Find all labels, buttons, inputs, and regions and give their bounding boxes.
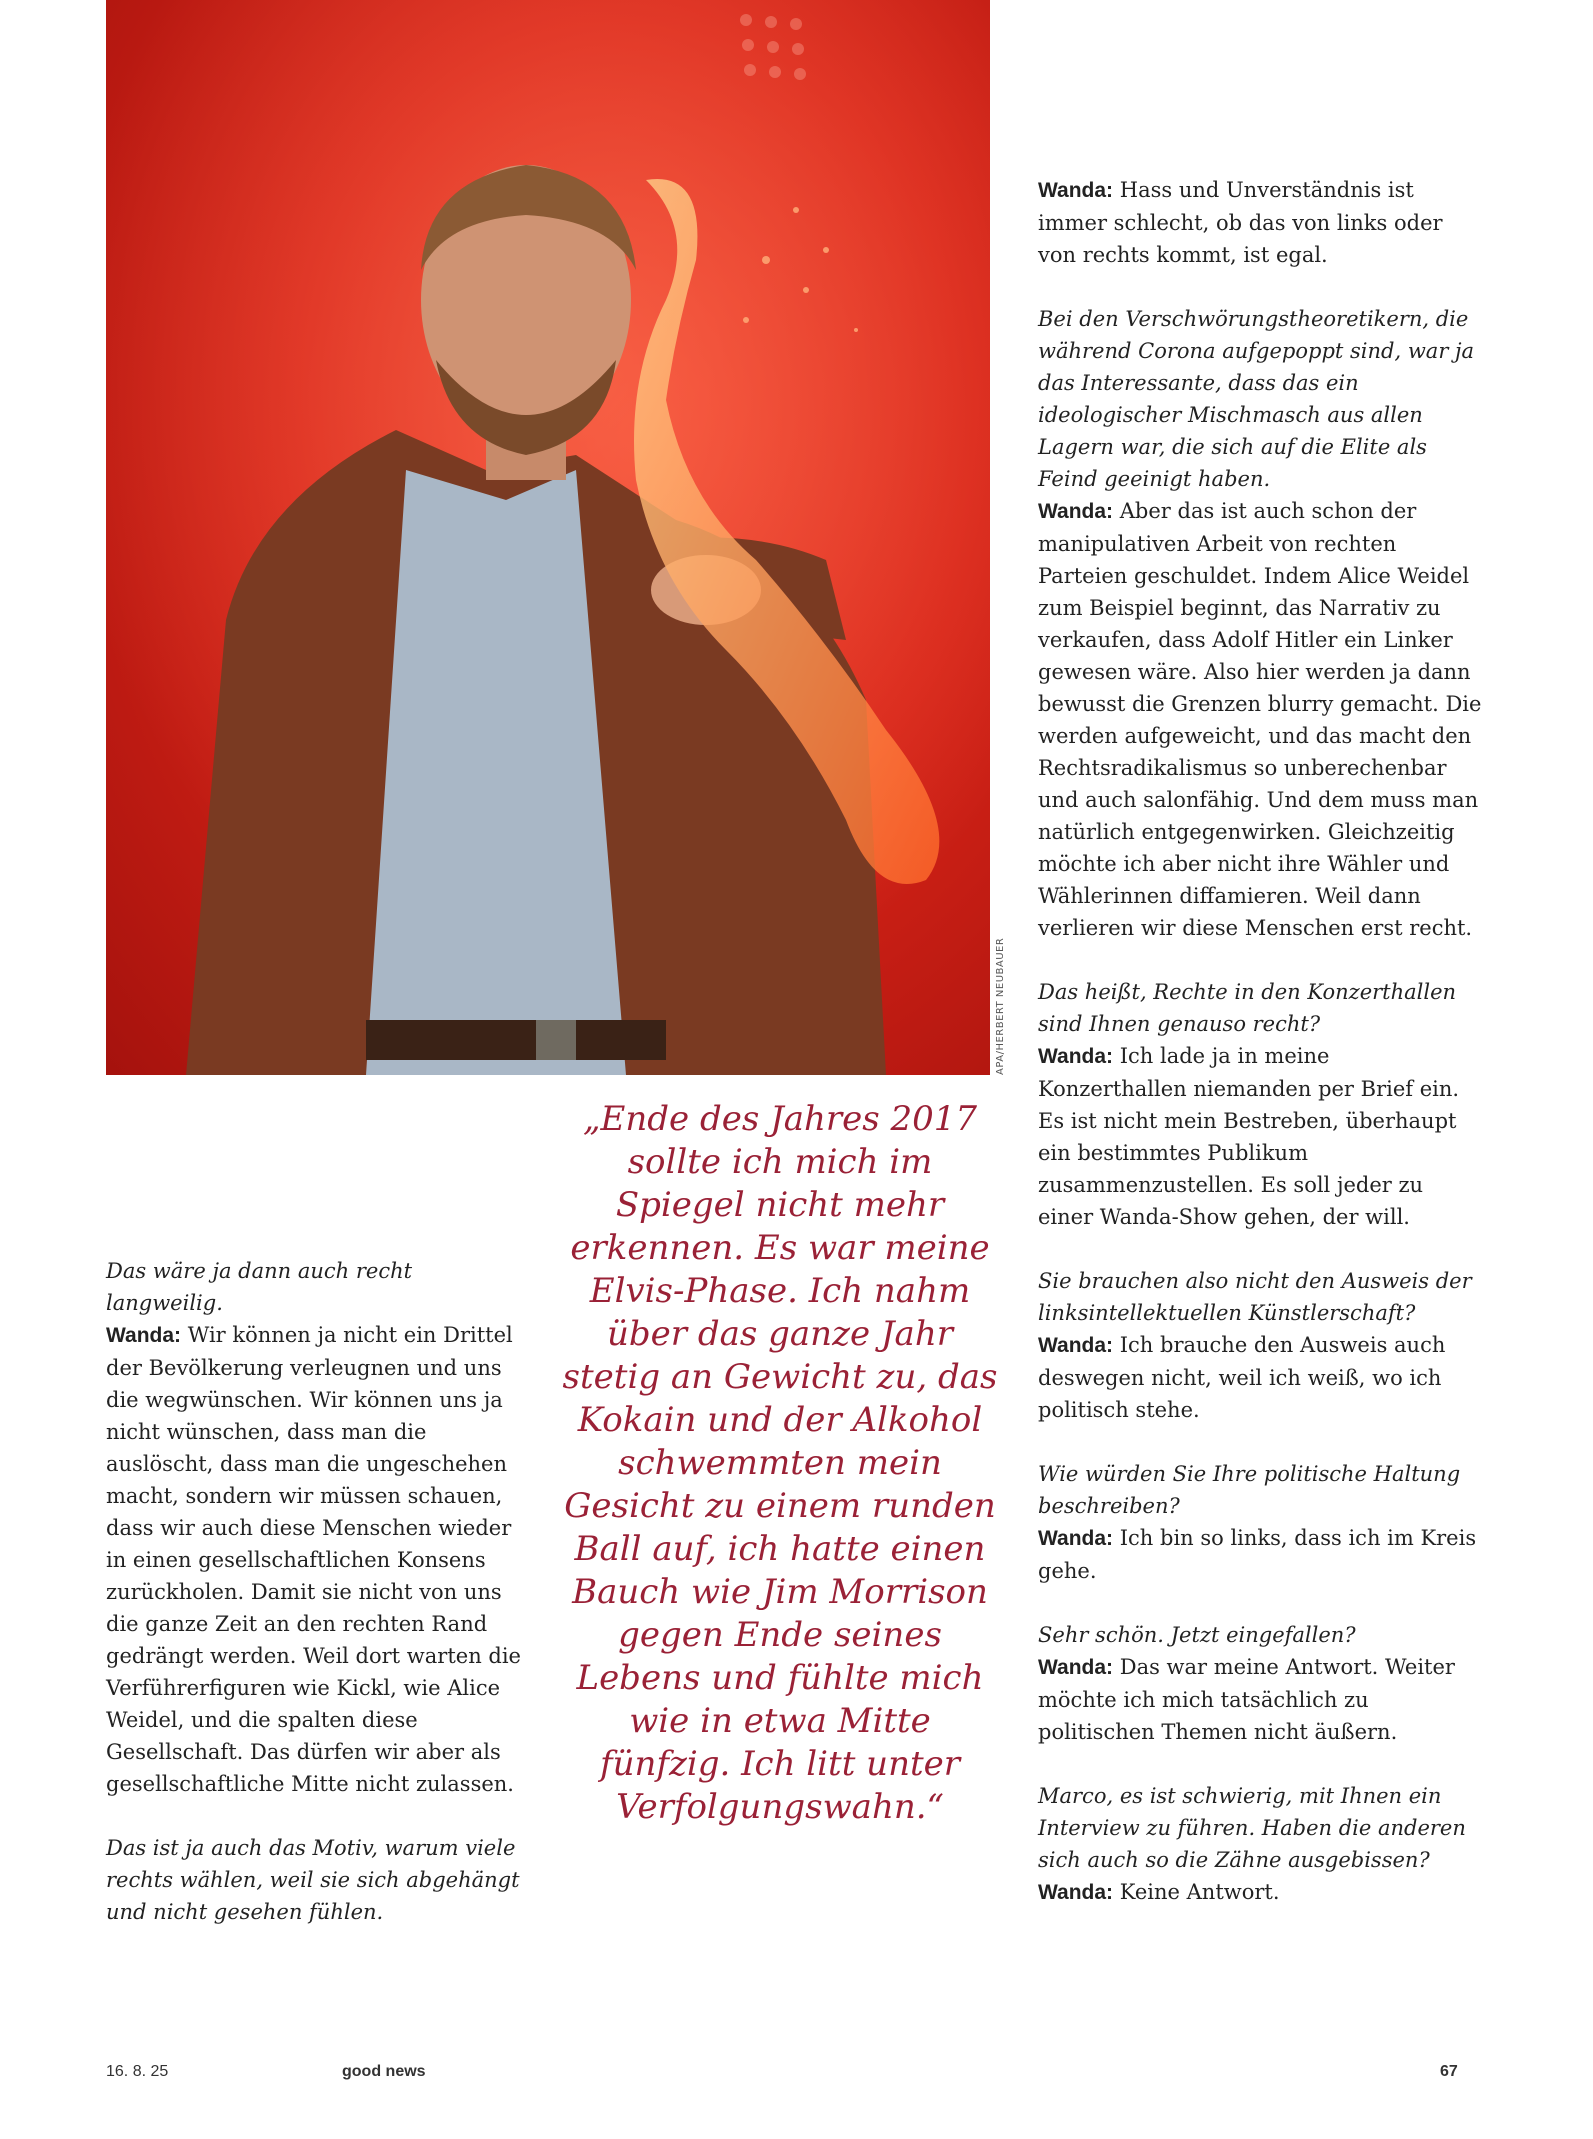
- answer-text: Ich brauche den Ausweis auch deswegen nicht, weil ich weiß, wo ich politisch stehe.: [1038, 1333, 1446, 1422]
- left-column: [106, 1255, 526, 1960]
- answer-text: Das war meine Antwort. Weiter möchte ich mich tatsächlich zu politischen Themen nicht äußern.: [1038, 1655, 1455, 1744]
- answer: [106, 1319, 526, 1800]
- speaker-label: Wanda:: [1038, 1527, 1114, 1550]
- speaker-label: Wanda:: [1038, 1334, 1114, 1357]
- answer: [1038, 1040, 1483, 1233]
- question: Das ist ja auch das Motiv, warum viele rechts wählen, weil sie sich abgehängt und nicht gesehen fühlen.: [106, 1836, 520, 1924]
- answer: [1038, 1876, 1483, 1909]
- answer-text: Keine Antwort.: [1119, 1880, 1280, 1904]
- question: Bei den Verschwörungstheoretikern, die während Corona aufgepoppt sind, war ja das Interessante, dass das ein ideologischer Mischmasch aus allen Lagern war, die sich auf die Elite als Feind geeinigt haben.: [1038, 307, 1475, 491]
- answer: [1038, 1651, 1483, 1748]
- answer: [1038, 1522, 1483, 1587]
- question: Das wäre ja dann auch recht langweilig.: [106, 1259, 413, 1315]
- question: Marco, es ist schwierig, mit Ihnen ein Interview zu führen. Haben die anderen sich auch so die Zähne ausgebissen?: [1038, 1784, 1466, 1872]
- answer: [1038, 495, 1483, 944]
- answer: [1038, 174, 1483, 271]
- singer-illustration: [106, 0, 990, 1075]
- magazine-name: good news: [342, 2063, 426, 2080]
- speaker-label: Wanda:: [1038, 1045, 1114, 1068]
- photo-credit: APA/HERBERT NEUBAUER: [995, 937, 1006, 1075]
- speaker-label: Wanda:: [1038, 500, 1114, 523]
- question: Das heißt, Rechte in den Konzerthallen sind Ihnen genauso recht?: [1038, 980, 1457, 1036]
- answer-text: Wir können ja nicht ein Drittel der Bevölkerung verleugnen und uns die wegwünschen. Wir können uns ja nicht wünschen, dass man die auslöscht, dass man die ungeschehen macht, sondern wir müssen schauen, dass wir auch diese Menschen wieder in einen gesellschaftlichen Konsens zurückholen. Damit sie nicht von uns die ganze Zeit an den rechten Rand gedrängt werden. Weil dort warten die Verführerfiguren wie Kickl, wie Alice Weidel, und die spalten diese Gesellschaft. Das dürfen wir aber als gesellschaftliche Mitte nicht zulassen.: [106, 1323, 521, 1796]
- answer-text: Ich lade ja in meine Konzerthallen niemanden per Brief ein. Es ist nicht mein Bestreben, überhaupt ein bestimmtes Publikum zusammenzustellen. Es soll jeder zu einer Wanda-Show gehen, der will.: [1038, 1044, 1460, 1229]
- speaker-label: Wanda:: [106, 1324, 182, 1347]
- question: Wie würden Sie Ihre politische Haltung beschreiben?: [1038, 1462, 1461, 1518]
- pull-quote: „Ende des Jahres 2017 sollte ich mich im Spiegel nicht mehr erkennen. Es war meine Elvis-Phase. Ich nahm über das ganze Jahr stetig an Gewicht zu, das Kokain und der Alkohol schwemmten mein Gesicht zu einem runden Ball auf, ich hatte einen Bauch wie Jim Morrison gegen Ende seines Lebens und fühlte mich wie in etwa Mitte fünfzig. Ich litt unter Verfolgungswahn.“: [562, 1099, 998, 1827]
- answer-text: Ich bin so links, dass ich im Kreis gehe.: [1038, 1526, 1477, 1583]
- speaker-label: Wanda:: [1038, 1881, 1114, 1904]
- answer-text: Aber das ist auch schon der manipulativen Arbeit von rechten Parteien geschuldet. Indem Alice Weidel zum Beispiel beginnt, das Narrativ zu verkaufen, dass Adolf Hitler ein Linker gewesen wäre. Also hier werden ja dann bewusst die Grenzen blurry gemacht. Die werden aufgeweicht, und das macht den Rechtsradikalismus so unberechenbar und auch salonfähig. Und dem muss man natürlich entgegenwirken. Gleichzeitig möchte ich aber nicht ihre Wähler und Wählerinnen diffamieren. Weil dann verlieren wir diese Menschen erst recht.: [1038, 499, 1482, 940]
- answer-text: Hass und Unverständnis ist immer schlecht, ob das von links oder von rechts kommt, ist egal.: [1038, 178, 1443, 267]
- page-number: 67: [1440, 2063, 1458, 2080]
- question: Sehr schön. Jetzt eingefallen?: [1038, 1623, 1356, 1647]
- right-column: [1038, 174, 1483, 1941]
- question: Sie brauchen also nicht den Ausweis der linksintellektuellen Künstlerschaft?: [1038, 1269, 1472, 1325]
- answer: [1038, 1329, 1483, 1426]
- concert-photo: [106, 0, 990, 1075]
- speaker-label: Wanda:: [1038, 1656, 1114, 1679]
- issue-date: 16. 8. 25: [106, 2063, 169, 2080]
- speaker-label: Wanda:: [1038, 179, 1114, 202]
